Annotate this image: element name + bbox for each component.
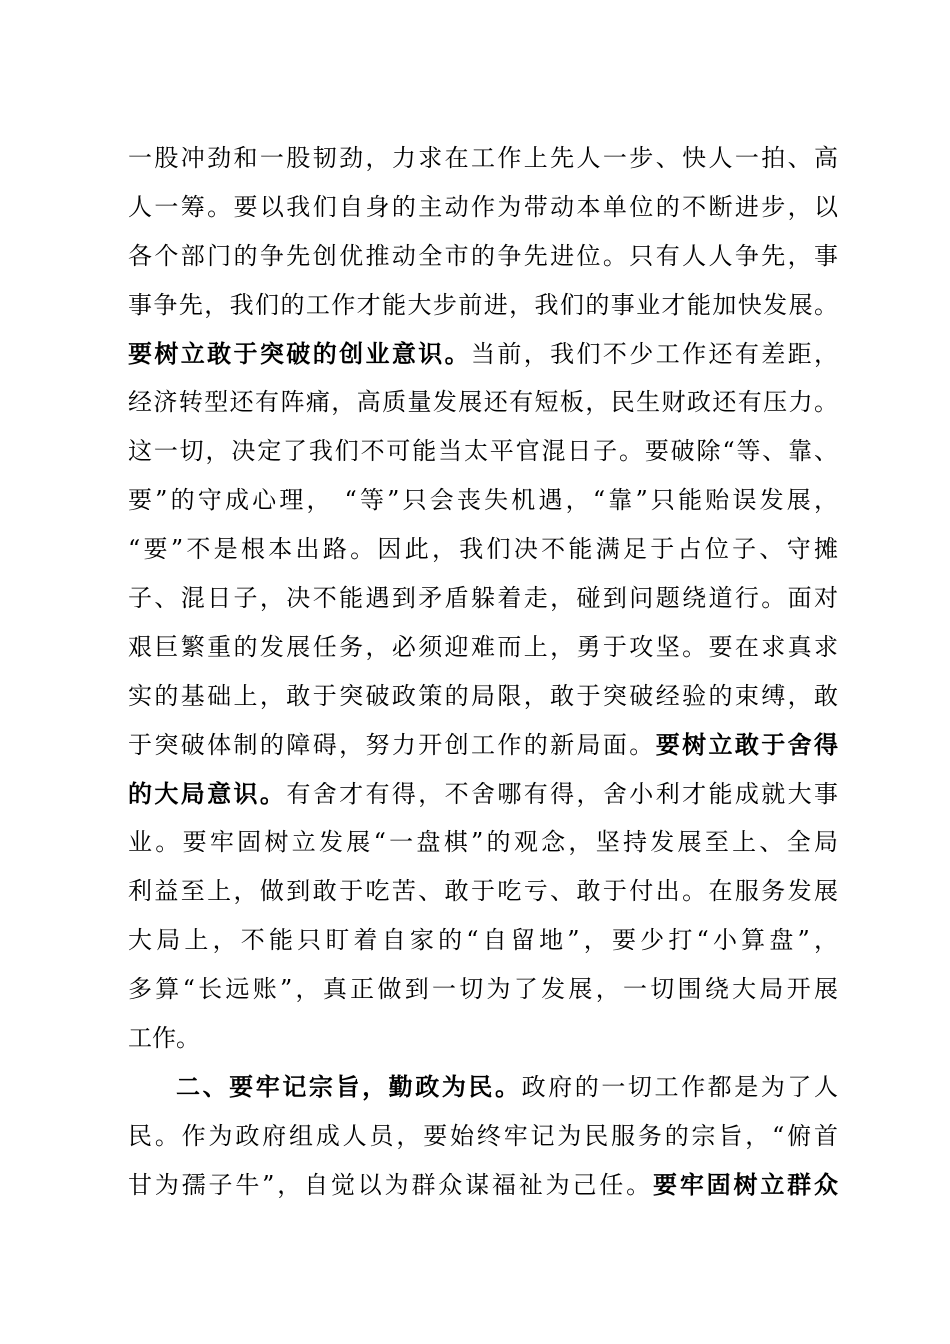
text-run: 多算“长远账”，真正做到一切为了发展，一切围绕大局开展 (128, 975, 838, 1004)
text-line (128, 721, 838, 770)
text-run: 实的基础上，敢于突破政策的局限，敢于突破经验的束缚，敢 (128, 681, 838, 710)
text-line (128, 916, 838, 965)
text-run: 于突破体制的障碍，努力开创工作的新局面。 (128, 730, 656, 759)
text-run: 当前，我们不少工作还有差距， (471, 339, 838, 368)
bold-text-run: 要牢固树立群众 (652, 1169, 838, 1199)
text-run: 大局上，不能只盯着自家的“自留地”，要少打“小算盘”， (128, 926, 838, 955)
text-line (128, 330, 838, 379)
text-run: 人一筹。要以我们自身的主动作为带动本单位的不断进步，以 (128, 192, 838, 221)
text-run: 这一切，决定了我们不可能当太平官混日子。要破除“等、靠、 (128, 437, 838, 466)
bold-text-run: 的大局意识。 (128, 778, 287, 808)
bold-text-run: 要树立敢于舍得 (655, 729, 839, 759)
text-run: “要”不是根本出路。因此，我们决不能满足于占位子、守摊 (128, 535, 838, 564)
text-line (128, 378, 838, 427)
text-line (128, 232, 838, 281)
text-line (128, 867, 838, 916)
text-line (128, 134, 838, 183)
text-run: 工作。 (128, 1024, 200, 1053)
text-line (128, 476, 838, 525)
text-run: 子、混日子，决不能遇到矛盾躲着走，碰到问题绕道行。面对 (128, 584, 838, 613)
text-run: 一股冲劲和一股韧劲，力求在工作上先人一步、快人一拍、高 (128, 144, 838, 172)
text-line (128, 818, 838, 867)
text-line (128, 672, 838, 721)
text-line (128, 525, 838, 574)
text-run: 艰巨繁重的发展任务，必须迎难而上，勇于攻坚。要在求真求 (128, 632, 838, 661)
document-body (128, 134, 838, 1210)
text-line (128, 427, 838, 476)
text-run: 政府的一切工作都是为了人 (521, 1072, 839, 1101)
text-run: 要”的守成心理， “等”只会丧失机遇，“靠”只能贻误发展， (128, 486, 838, 515)
text-line (128, 1161, 838, 1210)
text-run: 利益至上，做到敢于吃苦、敢于吃亏、敢于付出。在服务发展 (128, 877, 838, 906)
text-line (128, 1063, 838, 1112)
bold-text-run: 要树立敢于突破的创业意识。 (128, 338, 471, 368)
text-line (128, 574, 838, 623)
text-run: 有舍才有得，不舍哪有得，舍小利才能成就大事 (286, 779, 839, 808)
text-line (128, 1014, 838, 1063)
text-line (128, 281, 838, 330)
text-line (128, 183, 838, 232)
text-run: 甘为孺子牛”，自觉以为群众谋福祉为己任。 (128, 1170, 653, 1199)
text-run: 事争先，我们的工作才能大步前进，我们的事业才能加快发展。 (128, 290, 838, 319)
text-run: 业。要牢固树立发展“一盘棋”的观念，坚持发展至上、全局 (128, 828, 838, 857)
bold-text-run: 二、要牢记宗旨，勤政为民。 (176, 1071, 522, 1101)
text-run: 各个部门的争先创优推动全市的争先进位。只有人人争先，事 (128, 241, 838, 270)
text-run: 民。作为政府组成人员，要始终牢记为民服务的宗旨，“俯首 (128, 1121, 838, 1150)
text-line (128, 965, 838, 1014)
text-run: 经济转型还有阵痛，高质量发展还有短板，民生财政还有压力。 (128, 388, 838, 417)
text-line (128, 623, 838, 672)
text-line (128, 770, 838, 819)
text-line (128, 1112, 838, 1161)
